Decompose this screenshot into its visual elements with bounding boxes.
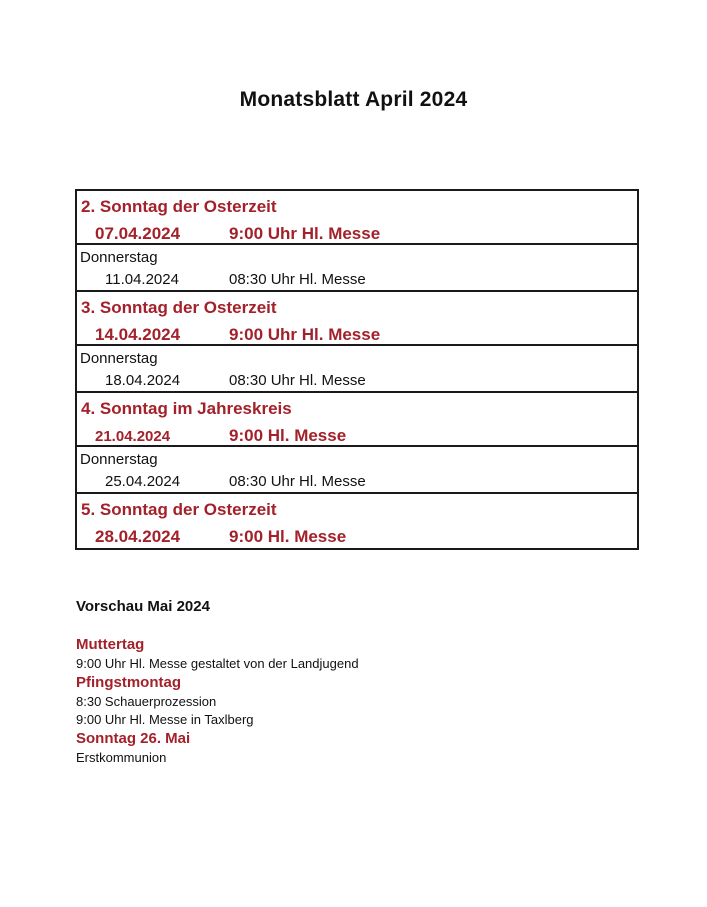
schedule-row-weekday — [77, 346, 637, 393]
schedule-date: 28.04.2024 — [95, 527, 181, 546]
preview-item-line: Erstkommunion — [76, 750, 167, 765]
preview-item-title: Pfingstmontag — [76, 674, 181, 691]
schedule-day: 5. Sonntag der Osterzeit — [81, 500, 277, 519]
schedule-date: 18.04.2024 — [105, 372, 181, 389]
schedule-day: Donnerstag — [80, 350, 158, 367]
schedule-event: 08:30 Uhr Hl. Messe — [229, 372, 366, 389]
preview-item-line: 9:00 Uhr Hl. Messe gestaltet von der Landjugend — [76, 656, 359, 671]
preview-item-title: Muttertag — [76, 636, 145, 653]
schedule-day: 3. Sonntag der Osterzeit — [81, 298, 277, 317]
schedule-date: 14.04.2024 — [95, 325, 181, 344]
schedule-date: 07.04.2024 — [95, 224, 181, 243]
schedule-event: 9:00 Uhr Hl. Messe — [229, 224, 381, 243]
schedule-date: 21.04.2024 — [95, 428, 171, 445]
schedule-event: 9:00 Hl. Messe — [229, 426, 347, 445]
schedule-day: 2. Sonntag der Osterzeit — [81, 197, 277, 216]
schedule-event: 08:30 Uhr Hl. Messe — [229, 271, 366, 288]
schedule-row-sunday — [77, 191, 637, 245]
schedule-day: 4. Sonntag im Jahreskreis — [81, 399, 292, 418]
schedule-row-weekday — [77, 447, 637, 494]
preview-item-line: 9:00 Uhr Hl. Messe in Taxlberg — [76, 712, 254, 727]
schedule-row-weekday — [77, 245, 637, 292]
preview-item — [76, 673, 636, 729]
schedule-day: Donnerstag — [80, 249, 158, 266]
schedule-day: Donnerstag — [80, 451, 158, 468]
schedule-table — [75, 189, 639, 550]
preview-item-title: Sonntag 26. Mai — [76, 730, 191, 747]
preview-section — [76, 598, 636, 767]
preview-item — [76, 729, 636, 767]
schedule-row-sunday — [77, 292, 637, 346]
schedule-date: 25.04.2024 — [105, 473, 181, 490]
schedule-row-sunday — [77, 494, 637, 548]
schedule-row-sunday — [77, 393, 637, 447]
schedule-event: 08:30 Uhr Hl. Messe — [229, 473, 366, 490]
preview-title: Vorschau Mai 2024 — [76, 598, 210, 615]
page-title: Monatsblatt April 2024 — [239, 88, 468, 111]
preview-item-line: 8:30 Schauerprozession — [76, 694, 217, 709]
schedule-event: 9:00 Hl. Messe — [229, 527, 347, 546]
schedule-date: 11.04.2024 — [105, 271, 179, 288]
preview-item — [76, 635, 636, 673]
schedule-event: 9:00 Uhr Hl. Messe — [229, 325, 381, 344]
